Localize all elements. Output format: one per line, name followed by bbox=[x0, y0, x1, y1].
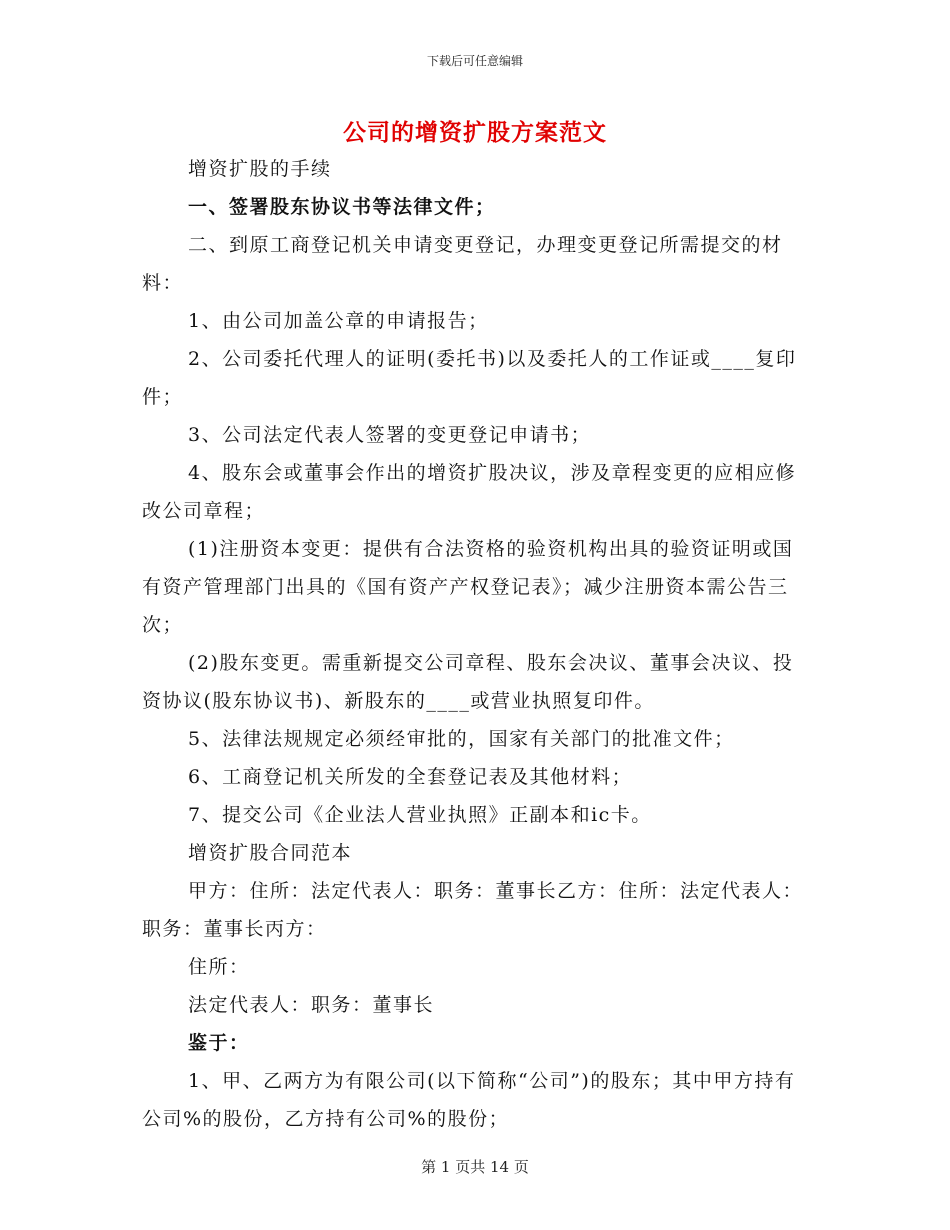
paragraph: 7、提交公司《企业法人营业执照》正副本和ic卡。 bbox=[188, 804, 652, 826]
paragraph: 法定代表人：职务：董事长 bbox=[188, 994, 435, 1016]
paragraph: 增资扩股的手续 bbox=[188, 158, 332, 180]
paragraph: 6、工商登记机关所发的全套登记表及其他材料； bbox=[188, 766, 633, 788]
paragraph: 3、公司法定代表人签署的变更登记申请书； bbox=[188, 424, 592, 446]
paragraph: 2、公司委托代理人的证明(委托书)以及委托人的工作证或____复印件； bbox=[142, 348, 797, 408]
document-title: 公司的增资扩股方案范文 bbox=[343, 119, 607, 146]
paragraph: 甲方：住所：法定代表人：职务：董事长乙方：住所：法定代表人：职务：董事长丙方： bbox=[142, 880, 804, 940]
paragraph: 5、法律法规规定必须经审批的，国家有关部门的批准文件； bbox=[188, 728, 735, 750]
paragraph: (1)注册资本变更：提供有合法资格的验资机构出具的验资证明或国有资产管理部门出具的《国有资产产权登记表》；减少注册资本需公告三次； bbox=[142, 538, 794, 636]
paragraph: 1、由公司加盖公章的申请报告； bbox=[188, 310, 489, 332]
paragraph: 鉴于： bbox=[188, 1032, 250, 1054]
paragraph: 二、到原工商登记机关申请变更登记，办理变更登记所需提交的材料： bbox=[142, 234, 783, 294]
paragraph: (2)股东变更。需重新提交公司章程、股东会决议、董事会决议、投资协议(股东协议书)、新股东的____或营业执照复印件。 bbox=[142, 652, 794, 712]
paragraph: 1、甲、乙两方为有限公司(以下简称“公司”)的股东；其中甲方持有公司%的股份，乙方持有公司%的股份； bbox=[142, 1070, 796, 1130]
paragraph: 增资扩股合同范本 bbox=[188, 842, 353, 864]
paragraph: 一、签署股东协议书等法律文件； bbox=[188, 196, 496, 218]
page-footer: 第 1 页共 14 页 bbox=[421, 1158, 529, 1176]
page-header: 下载后可任意编辑 bbox=[426, 54, 523, 68]
paragraph: 住所： bbox=[188, 956, 250, 978]
paragraph: 4、股东会或董事会作出的增资扩股决议，涉及章程变更的应相应修改公司章程； bbox=[142, 462, 797, 522]
document-body bbox=[142, 150, 812, 1138]
